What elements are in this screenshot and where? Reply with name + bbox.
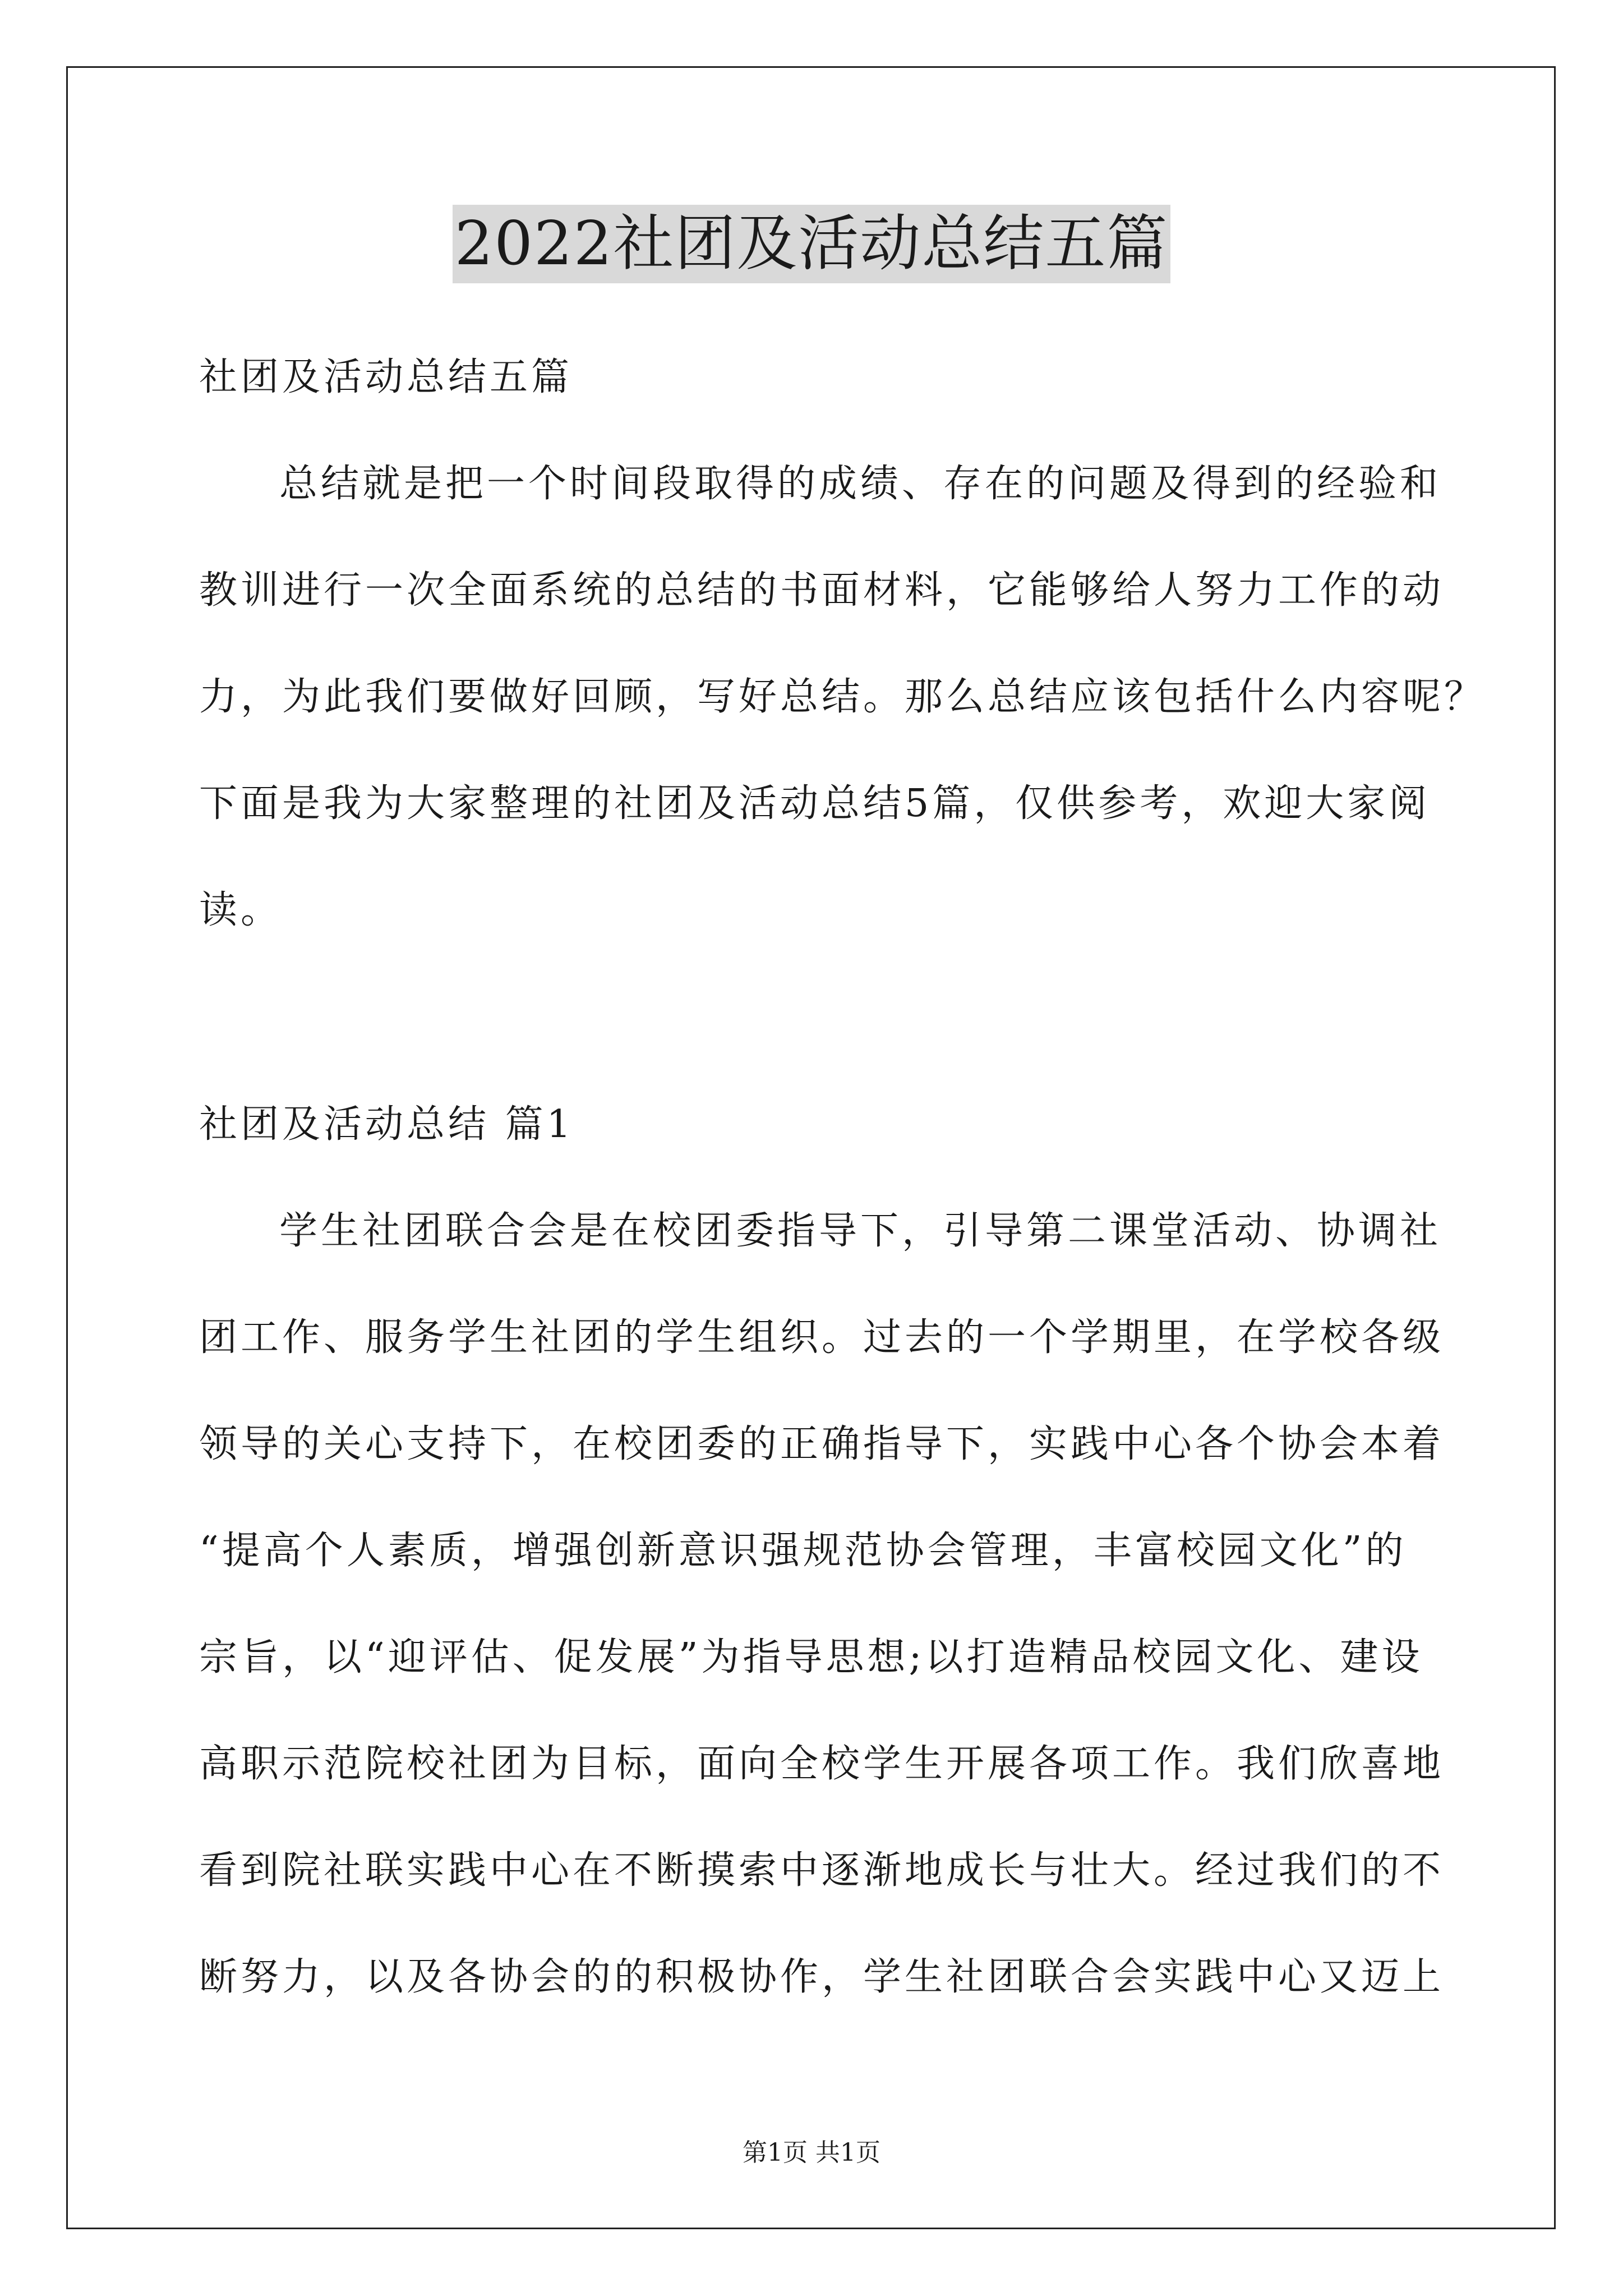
title-container [0, 205, 1623, 283]
body-line: 团工作、服务学生社团的学生组织。过去的一个学期里，在学校各级 [199, 1315, 1445, 1360]
intro-line: 总结就是把一个时间段取得的成绩、存在的问题及得到的经验和 [279, 462, 1442, 506]
body-line: 宗旨，以“迎评估、促发展”为指导思想;以打造精品校园文化、建设 [199, 1635, 1423, 1680]
intro-line: 力，为此我们要做好回顾，写好总结。那么总结应该包括什么内容呢？ [199, 675, 1486, 719]
body-line: 领导的关心支持下，在校团委的正确指导下，实践中心各个协会本着 [199, 1422, 1445, 1466]
intro-line: 下面是我为大家整理的社团及活动总结5篇，仅供参考，欢迎大家阅 [199, 781, 1431, 826]
section-heading: 社团及活动总结 篇1 [199, 1102, 574, 1147]
body-line: 高职示范院校社团为目标，面向全校学生开展各项工作。我们欣喜地 [199, 1742, 1445, 1786]
subtitle: 社团及活动总结五篇 [199, 355, 573, 399]
body-line: “提高个人素质，增强创新意识强规范协会管理，丰富校园文化”的 [199, 1529, 1407, 1573]
body-line: 学生社团联合会是在校团委指导下，引导第二课堂活动、协调社 [279, 1209, 1442, 1253]
body-line: 断努力，以及各协会的的积极协作，学生社团联合会实践中心又迈上 [199, 1955, 1445, 1999]
intro-line: 教训进行一次全面系统的总结的书面材料，它能够给人努力工作的动 [199, 568, 1445, 613]
body-line: 看到院社联实践中心在不断摸索中逐渐地成长与壮大。经过我们的不 [199, 1848, 1445, 1893]
page-footer: 第1页 共1页 [743, 2138, 880, 2167]
intro-line: 读。 [199, 888, 283, 932]
document-title: 2022社团及活动总结五篇 [453, 205, 1171, 283]
